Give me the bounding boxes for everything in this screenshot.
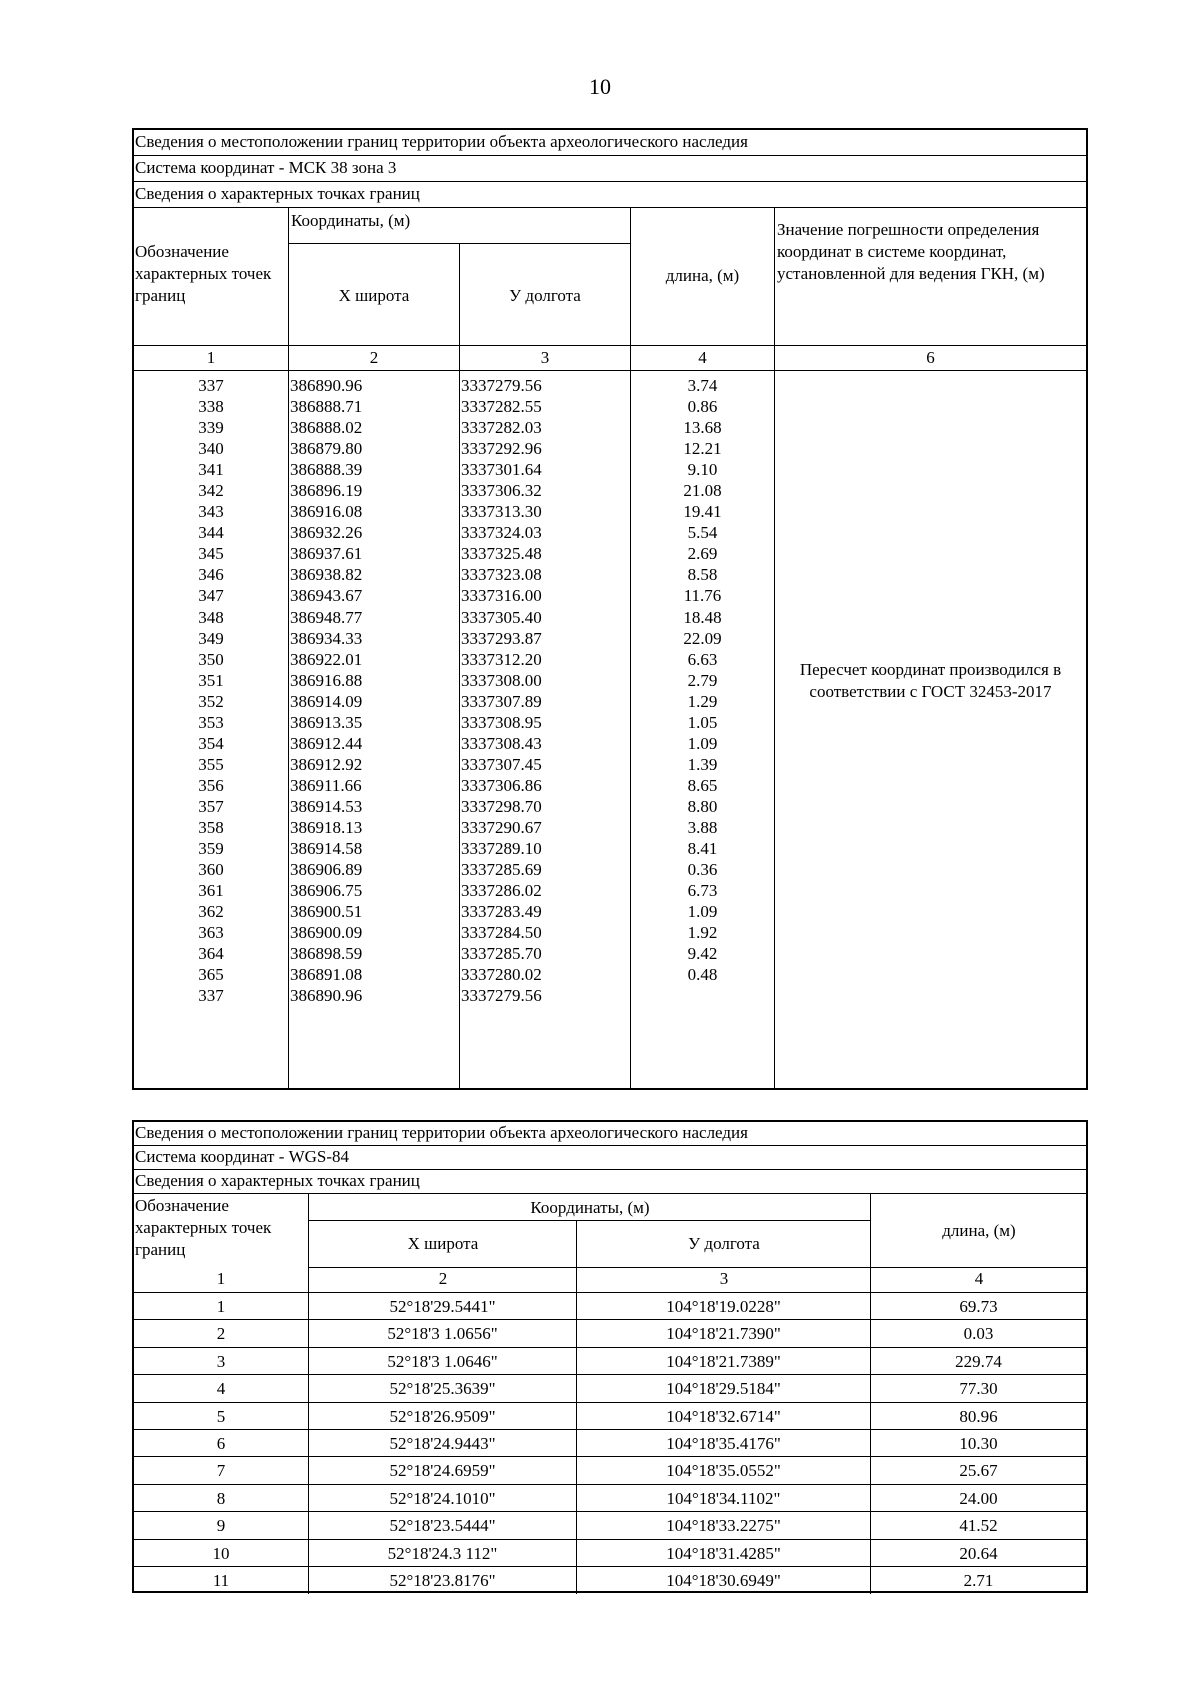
table-row xyxy=(134,1485,1086,1512)
table2-x-cell: 52°18'23.8176" xyxy=(309,1567,577,1594)
table1-length-cell: 1.39 xyxy=(687,754,718,774)
table2-points-header: Сведения о характерных точках границ xyxy=(134,1170,1086,1194)
table1-x-cell: 386922.01 xyxy=(290,649,363,669)
table1-point-cell: 365 xyxy=(198,965,224,985)
table1-point-cell: 351 xyxy=(198,670,224,690)
table1-length-cell: 0.36 xyxy=(687,860,718,880)
table2-x-cell: 52°18'24.3 112" xyxy=(309,1540,577,1566)
table1-x-cell: 386914.58 xyxy=(290,839,363,859)
table2-length-cell: 25.67 xyxy=(959,1461,998,1481)
table2-length-cell: 24.00 xyxy=(959,1488,998,1508)
msk38-coordinates-table xyxy=(132,128,1088,1090)
table1-length-cell: 2.79 xyxy=(687,670,718,690)
table1-y-cell: 3337285.69 xyxy=(461,860,542,880)
table2-length-cell: 80.96 xyxy=(959,1406,998,1426)
table2-point-cell: 10 xyxy=(134,1540,309,1566)
table-row xyxy=(134,1320,1086,1347)
table2-x-cell: 52°18'24.6959" xyxy=(309,1457,577,1483)
table1-length-cell: 2.69 xyxy=(687,544,718,564)
table1-point-cell: 343 xyxy=(198,502,224,522)
table1-point-cell: 357 xyxy=(198,796,224,816)
table2-point-cell: 3 xyxy=(134,1348,309,1374)
table1-x-cell: 386888.39 xyxy=(290,460,363,480)
table1-point-cell: 363 xyxy=(198,923,224,943)
table2-length-cell: 69.73 xyxy=(959,1297,998,1316)
table1-x-cell: 386896.19 xyxy=(290,481,363,501)
table2-point-cell: 2 xyxy=(134,1320,309,1346)
table1-x-cell: 386912.44 xyxy=(290,733,363,753)
table-row xyxy=(134,1375,1086,1402)
table1-divider xyxy=(134,370,1086,371)
table1-x-cell: 386890.96 xyxy=(290,376,363,395)
table2-divider xyxy=(308,1220,870,1221)
table2-colnum: 1 xyxy=(216,1269,226,1288)
table2-x-cell: 52°18'24.9443" xyxy=(309,1430,577,1456)
table1-colnum: 2 xyxy=(369,348,379,367)
table1-point-cell: 342 xyxy=(198,481,224,501)
table1-y-cell: 3337292.96 xyxy=(461,439,542,459)
table2-col-length-label: длина, (м) xyxy=(942,1221,1016,1240)
table1-length-cell: 8.80 xyxy=(687,796,718,816)
table2-point-cell: 4 xyxy=(134,1375,309,1401)
table2-x-cell: 52°18'26.9509" xyxy=(309,1403,577,1429)
table-row xyxy=(134,1403,1086,1430)
table2-y-cell: 104°18'21.7389" xyxy=(577,1348,871,1374)
table1-point-cell: 355 xyxy=(198,754,224,774)
table1-points-header: Сведения о характерных точках границ xyxy=(134,182,1086,208)
table1-note: Пересчет координат производился в соответствии с ГОСТ 32453-2017 xyxy=(799,660,1062,701)
table2-y-cell: 104°18'19.0228" xyxy=(577,1293,871,1319)
page-number: 10 xyxy=(589,74,611,99)
table1-y-cell: 3337284.50 xyxy=(461,923,542,943)
table1-x-cell: 386911.66 xyxy=(290,775,362,795)
table1-point-cell: 337 xyxy=(198,986,224,1006)
table1-title: Сведения о местоположении границ территории объекта археологического наследия xyxy=(134,130,1086,156)
table2-y-cell: 104°18'29.5184" xyxy=(577,1375,871,1401)
table1-x-cell: 386906.75 xyxy=(290,881,363,901)
table2-length-cell: 77.30 xyxy=(959,1379,998,1399)
table1-x-cell: 386916.08 xyxy=(290,502,363,522)
table1-colnum: 6 xyxy=(926,348,935,367)
table-row xyxy=(134,1540,1086,1567)
table1-x-cell: 386879.80 xyxy=(290,439,363,459)
table1-y-cell: 3337308.43 xyxy=(461,733,542,753)
table2-point-cell: 7 xyxy=(134,1457,309,1483)
table1-coord-system: Система координат - МСК 38 зона 3 xyxy=(134,156,1086,182)
table1-length-cell: 1.05 xyxy=(687,712,718,732)
table1-length-cell: 8.58 xyxy=(687,565,718,585)
table-row xyxy=(134,1348,1086,1375)
table2-col-point-label: Обозначение характерных точек границ xyxy=(135,1196,272,1259)
table1-point-cell: 338 xyxy=(198,397,224,417)
table1-length-cell: 8.65 xyxy=(687,775,718,795)
table1-length-cell: 1.92 xyxy=(687,923,718,943)
table1-point-cell: 349 xyxy=(198,628,224,648)
table2-x-cell: 52°18'23.5444" xyxy=(309,1512,577,1538)
table1-point-cell: 360 xyxy=(198,860,224,880)
table1-x-cell: 386913.35 xyxy=(290,712,363,732)
table1-length-cell: 5.54 xyxy=(687,523,718,543)
table2-point-cell: 11 xyxy=(134,1567,309,1594)
table1-x-cell: 386934.33 xyxy=(290,628,363,648)
table1-y-cell: 3337323.08 xyxy=(461,565,542,585)
table2-length-cell: 41.52 xyxy=(959,1516,998,1536)
table2-length-cell: 20.64 xyxy=(959,1543,998,1563)
table2-y-cell: 104°18'34.1102" xyxy=(577,1485,871,1511)
table1-y-cell: 3337313.30 xyxy=(461,502,542,522)
table1-y-cell: 3337308.95 xyxy=(461,712,542,732)
table1-y-cell: 3337305.40 xyxy=(461,607,542,627)
table2-y-cell: 104°18'30.6949" xyxy=(577,1567,871,1594)
table1-length-cell: 0.48 xyxy=(687,965,718,985)
table2-y-cell: 104°18'35.0552" xyxy=(577,1457,871,1483)
table2-point-cell: 6 xyxy=(134,1430,309,1456)
table2-divider xyxy=(576,1220,577,1293)
table1-y-cell: 3337312.20 xyxy=(461,649,542,669)
table1-y-cell: 3337282.03 xyxy=(461,418,542,438)
table1-length-cell: 9.42 xyxy=(687,944,718,964)
table-row xyxy=(134,1293,1086,1320)
table1-length-cell: 6.73 xyxy=(687,881,718,901)
table-row xyxy=(134,1457,1086,1484)
table1-x-cell: 386938.82 xyxy=(290,565,363,585)
table1-length-column xyxy=(631,375,774,985)
table1-point-cell: 345 xyxy=(198,544,224,564)
table1-length-cell: 8.41 xyxy=(687,839,718,859)
table1-divider xyxy=(288,208,289,1088)
table1-y-cell: 3337289.10 xyxy=(461,839,542,859)
table2-y-cell: 104°18'33.2275" xyxy=(577,1512,871,1538)
table1-point-cell: 341 xyxy=(198,460,224,480)
table2-length-cell: 2.71 xyxy=(963,1570,994,1590)
table1-point-cell: 344 xyxy=(198,523,224,543)
wgs84-coordinates-table xyxy=(132,1120,1088,1593)
table1-y-cell: 3337285.70 xyxy=(461,944,542,964)
table1-col-length-label: длина, (м) xyxy=(665,266,740,285)
table1-point-cell: 356 xyxy=(198,775,224,795)
table-row xyxy=(134,1430,1086,1457)
table2-y-cell: 104°18'32.6714" xyxy=(577,1403,871,1429)
table1-x-cell: 386916.88 xyxy=(290,670,363,690)
table1-length-cell: 12.21 xyxy=(683,439,722,459)
table1-length-cell: 19.41 xyxy=(683,502,722,522)
table1-point-cell: 353 xyxy=(198,712,224,732)
table1-point-cell: 358 xyxy=(198,817,224,837)
table1-x-cell: 386943.67 xyxy=(290,586,363,606)
table1-y-cell: 3337324.03 xyxy=(461,523,542,543)
table1-point-cell: 346 xyxy=(198,565,224,585)
table1-point-cell: 348 xyxy=(198,607,224,627)
table1-length-cell: 0.86 xyxy=(687,397,718,417)
table1-y-cell: 3337279.56 xyxy=(461,986,542,1006)
table1-col-x-label: X широта xyxy=(338,286,410,305)
table1-y-cell: 3337286.02 xyxy=(461,881,542,901)
table1-x-cell: 386900.51 xyxy=(290,902,363,922)
table1-y-cell: 3337290.67 xyxy=(461,817,542,837)
table1-point-cell: 347 xyxy=(198,586,224,606)
table1-col-point-label: Обозначение характерных точек границ xyxy=(135,242,272,305)
table2-point-cell: 8 xyxy=(134,1485,309,1511)
table1-colnum: 3 xyxy=(540,348,550,367)
table1-length-cell: 11.76 xyxy=(683,586,722,606)
table1-x-cell: 386948.77 xyxy=(290,607,363,627)
table1-y-cell: 3337282.55 xyxy=(461,397,542,417)
table1-length-cell: 3.74 xyxy=(687,376,718,395)
table1-x-cell: 386914.53 xyxy=(290,796,363,816)
table2-point-cell: 5 xyxy=(134,1403,309,1429)
table1-x-cell: 386912.92 xyxy=(290,754,363,774)
table-row xyxy=(134,1512,1086,1539)
table2-length-cell: 229.74 xyxy=(955,1351,1002,1371)
table1-y-cell: 3337316.00 xyxy=(461,586,542,606)
table1-y-cell: 3337283.49 xyxy=(461,902,542,922)
table2-y-cell: 104°18'31.4285" xyxy=(577,1540,871,1566)
table1-y-cell: 3337293.87 xyxy=(461,628,542,648)
table2-length-cell: 0.03 xyxy=(963,1324,994,1344)
table1-y-cell: 3337279.56 xyxy=(461,376,542,395)
table1-col-error-label: Значение погрешности определения координат в системе координат, установленной для ведения ГКН, (м) xyxy=(777,220,1045,283)
table2-x-cell: 52°18'25.3639" xyxy=(309,1375,577,1401)
table2-y-cell: 104°18'35.4176" xyxy=(577,1430,871,1456)
table1-point-cell: 361 xyxy=(198,881,224,901)
table1-length-cell: 18.48 xyxy=(683,607,722,627)
table1-x-cell: 386900.09 xyxy=(290,923,363,943)
table2-col-y-label: У долгота xyxy=(688,1234,760,1253)
table2-title: Сведения о местоположении границ территории объекта археологического наследия xyxy=(134,1122,1086,1146)
table1-y-cell: 3337307.45 xyxy=(461,754,542,774)
table1-point-cell: 340 xyxy=(198,439,224,459)
table1-y-cell: 3337306.32 xyxy=(461,481,542,501)
table1-x-cell: 386932.26 xyxy=(290,523,363,543)
table2-x-cell: 52°18'3 1.0656" xyxy=(309,1320,577,1346)
table2-x-cell: 52°18'3 1.0646" xyxy=(309,1348,577,1374)
table1-length-cell: 1.09 xyxy=(687,733,718,753)
table1-y-cell: 3337325.48 xyxy=(461,544,542,564)
table1-length-cell: 6.63 xyxy=(687,649,718,669)
table1-y-cell: 3337280.02 xyxy=(461,965,542,985)
table2-colnum: 4 xyxy=(974,1269,984,1288)
table-row xyxy=(134,1567,1086,1594)
table1-colnum: 4 xyxy=(698,348,707,367)
table1-col-y-label: У долгота xyxy=(509,286,581,305)
table1-x-cell: 386888.02 xyxy=(290,418,363,438)
table2-divider xyxy=(308,1194,309,1293)
table2-col-x-label: X широта xyxy=(407,1234,479,1253)
table1-col-coords-label: Координаты, (м) xyxy=(291,211,411,230)
table1-length-cell: 1.29 xyxy=(687,691,718,711)
table2-x-cell: 52°18'24.1010" xyxy=(309,1485,577,1511)
table2-x-cell: 52°18'29.5441" xyxy=(309,1293,577,1319)
table1-point-cell: 337 xyxy=(198,376,224,395)
table2-length-cell: 10.30 xyxy=(959,1433,998,1453)
table2-colnum: 2 xyxy=(438,1269,448,1288)
table1-point-cell: 352 xyxy=(198,691,224,711)
table1-length-cell: 3.88 xyxy=(687,817,718,837)
table1-y-cell: 3337298.70 xyxy=(461,796,542,816)
table1-point-cell: 339 xyxy=(198,418,224,438)
table1-divider xyxy=(288,243,630,244)
table1-x-cell: 386906.89 xyxy=(290,860,363,880)
table1-x-cell: 386937.61 xyxy=(290,544,363,564)
table1-y-cell: 3337301.64 xyxy=(461,460,542,480)
table1-x-cell: 386898.59 xyxy=(290,944,363,964)
table1-point-cell: 354 xyxy=(198,733,224,753)
table1-y-cell: 3337308.00 xyxy=(461,670,542,690)
table1-colnum: 1 xyxy=(206,348,216,367)
table1-point-cell: 350 xyxy=(198,649,224,669)
table2-body xyxy=(134,1293,1086,1594)
table1-y-cell: 3337306.86 xyxy=(461,775,542,795)
table2-col-coords-label: Координаты, (м) xyxy=(530,1198,650,1217)
table1-x-cell: 386918.13 xyxy=(290,817,363,837)
table1-point-cell: 359 xyxy=(198,839,224,859)
table2-coord-system: Система координат - WGS-84 xyxy=(134,1146,1086,1170)
table1-length-cell: 22.09 xyxy=(683,628,722,648)
table1-x-cell: 386891.08 xyxy=(290,965,363,985)
table1-x-cell: 386888.71 xyxy=(290,397,363,417)
table1-divider xyxy=(774,208,775,1088)
table2-point-cell: 1 xyxy=(134,1293,309,1319)
table2-y-cell: 104°18'21.7390" xyxy=(577,1320,871,1346)
table1-y-column xyxy=(461,375,629,1006)
table1-x-column xyxy=(290,375,458,1006)
table1-length-cell: 21.08 xyxy=(683,481,722,501)
table1-point-cell: 362 xyxy=(198,902,224,922)
table1-y-cell: 3337307.89 xyxy=(461,691,542,711)
table1-length-cell: 1.09 xyxy=(687,902,718,922)
table2-colnum: 3 xyxy=(719,1269,729,1288)
table2-divider xyxy=(870,1194,871,1293)
table2-point-cell: 9 xyxy=(134,1512,309,1538)
table1-length-cell: 9.10 xyxy=(687,460,718,480)
table1-x-cell: 386890.96 xyxy=(290,986,363,1006)
table1-points-column xyxy=(134,375,288,1006)
table1-length-cell: 13.68 xyxy=(683,418,722,438)
table1-x-cell: 386914.09 xyxy=(290,691,363,711)
table1-point-cell: 364 xyxy=(198,944,224,964)
